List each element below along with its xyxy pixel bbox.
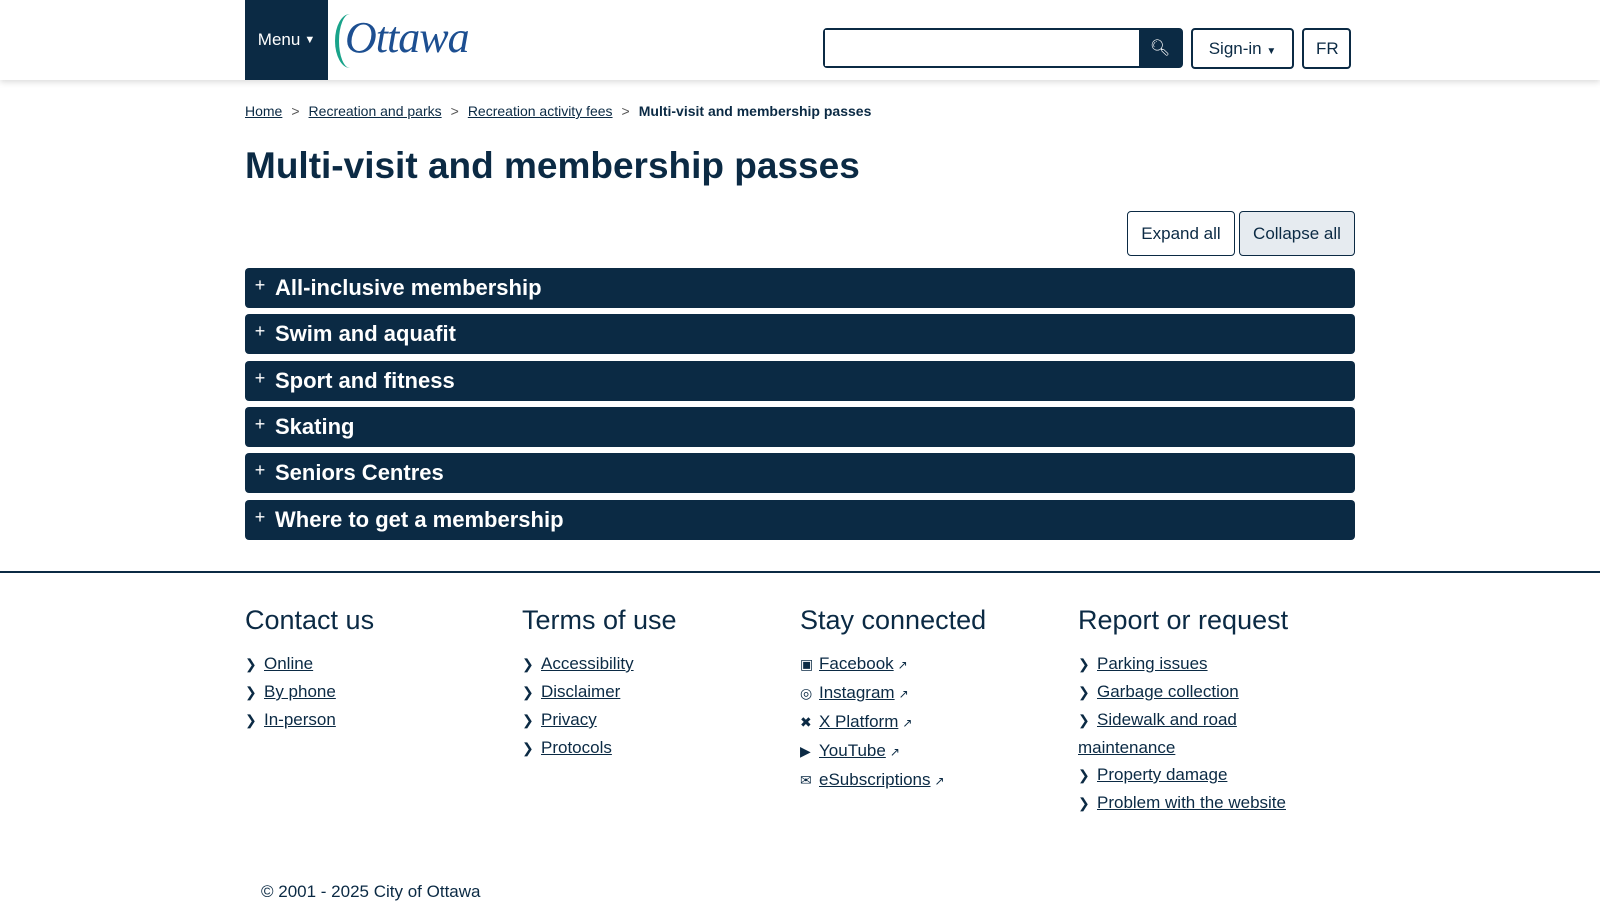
logo-text: Ottawa (345, 13, 469, 62)
breadcrumb-separator: > (450, 103, 459, 119)
menu-label: Menu (257, 30, 301, 49)
external-link-icon: ↗ (897, 658, 908, 672)
search-button[interactable] (1139, 30, 1181, 66)
accordion-title: Swim and aquafit (275, 321, 456, 346)
youtube-icon: ▶ (800, 743, 811, 759)
accordion-all-inclusive[interactable] (245, 268, 1355, 308)
external-link-icon: ↗ (902, 716, 913, 730)
accordion-title: Where to get a membership (275, 507, 564, 532)
chevron-right-icon: ❯ (245, 712, 257, 728)
plus-icon: + (254, 367, 266, 388)
footer-report (1078, 605, 1308, 817)
accordion-swim[interactable] (245, 314, 1355, 354)
menu-button[interactable] (245, 0, 328, 80)
sign-in-button[interactable] (1191, 28, 1294, 69)
chevron-right-icon: ❯ (1078, 656, 1090, 672)
expand-all-button[interactable]: Expand all (1127, 211, 1235, 256)
breadcrumb-current: Multi-visit and membership passes (638, 103, 872, 119)
chevron-right-icon: ❯ (522, 684, 534, 700)
footer-link[interactable]: Garbage collection (1097, 682, 1239, 701)
footer-heading: Terms of use (522, 605, 677, 635)
youtube-link[interactable]: YouTube (819, 741, 886, 760)
footer-link[interactable]: Privacy (541, 710, 597, 729)
accordion-title: All-inclusive membership (275, 275, 542, 300)
footer-link[interactable]: Sidewalk and road maintenance (1078, 710, 1237, 757)
ottawa-logo[interactable] (335, 12, 469, 63)
accordion-skating[interactable] (245, 407, 1355, 447)
chevron-right-icon: ❯ (245, 684, 257, 700)
instagram-icon: ◎ (800, 685, 813, 701)
chevron-right-icon: ❯ (522, 740, 534, 756)
chevron-right-icon: ❯ (1078, 684, 1090, 700)
footer-link[interactable]: Accessibility (541, 654, 634, 673)
breadcrumb (245, 103, 871, 119)
facebook-link[interactable]: Facebook (819, 654, 894, 673)
site-header (0, 0, 1600, 80)
accordion-seniors[interactable] (245, 453, 1355, 493)
caret-down-icon: ▼ (1266, 45, 1277, 57)
instagram-link[interactable]: Instagram (819, 683, 895, 702)
accordion-sport[interactable] (245, 361, 1355, 401)
x-link[interactable]: X Platform (819, 712, 899, 731)
chevron-right-icon: ❯ (1078, 767, 1090, 783)
breadcrumb-fees[interactable]: Recreation activity fees (467, 103, 613, 119)
footer-contact (245, 605, 515, 734)
search-form (823, 28, 1183, 68)
footer-heading: Report or request (1078, 605, 1289, 635)
footer-link[interactable]: Disclaimer (541, 682, 621, 701)
accordion-title: Seniors Centres (275, 460, 444, 485)
language-toggle[interactable]: FR (1302, 28, 1351, 69)
footer-link[interactable]: Protocols (541, 738, 612, 757)
page-title: Multi-visit and membership passes (245, 145, 860, 186)
footer-link[interactable]: Problem with the website (1097, 793, 1286, 812)
footer-link[interactable]: Online (264, 654, 314, 673)
chevron-right-icon: ❯ (1078, 712, 1090, 728)
external-link-icon: ↗ (889, 745, 900, 759)
search-input[interactable] (825, 30, 1139, 66)
breadcrumb-separator: > (291, 103, 300, 119)
envelope-icon: ✉ (800, 772, 812, 788)
footer-heading: Contact us (245, 605, 375, 635)
plus-icon: + (254, 506, 266, 527)
footer-heading: Stay connected (800, 605, 987, 635)
plus-icon: + (254, 413, 266, 434)
breadcrumb-recreation[interactable]: Recreation and parks (308, 103, 442, 119)
plus-icon: + (254, 459, 266, 480)
caret-down-icon: ▼ (304, 34, 316, 46)
chevron-right-icon: ❯ (1078, 795, 1090, 811)
accordion-title: Skating (275, 414, 355, 439)
chevron-right-icon: ❯ (522, 712, 534, 728)
external-link-icon: ↗ (934, 774, 945, 788)
search-icon: 🔍︎ (1149, 40, 1171, 57)
footer-social (800, 605, 1070, 795)
footer-link[interactable]: Parking issues (1097, 654, 1208, 673)
esubscriptions-link[interactable]: eSubscriptions (819, 770, 931, 789)
chevron-right-icon: ❯ (522, 656, 534, 672)
accordion-title: Sport and fitness (275, 368, 455, 393)
plus-icon: + (254, 274, 266, 295)
external-link-icon: ↗ (898, 687, 909, 701)
breadcrumb-separator: > (621, 103, 630, 119)
breadcrumb-home[interactable]: Home (245, 103, 283, 119)
sign-in-label: Sign-in (1208, 38, 1262, 58)
plus-icon: + (254, 320, 266, 341)
footer-terms (522, 605, 792, 762)
accordion-where[interactable] (245, 500, 1355, 540)
footer-link[interactable]: Property damage (1097, 765, 1228, 784)
collapse-all-button[interactable]: Collapse all (1239, 211, 1355, 256)
chevron-right-icon: ❯ (245, 656, 257, 672)
site-footer (0, 571, 1600, 812)
footer-link[interactable]: In-person (264, 710, 336, 729)
copyright: © 2001 - 2025 City of Ottawa (261, 882, 481, 901)
x-icon: ✖ (800, 714, 812, 730)
facebook-icon: ▣ (800, 656, 814, 672)
footer-link[interactable]: By phone (264, 682, 336, 701)
